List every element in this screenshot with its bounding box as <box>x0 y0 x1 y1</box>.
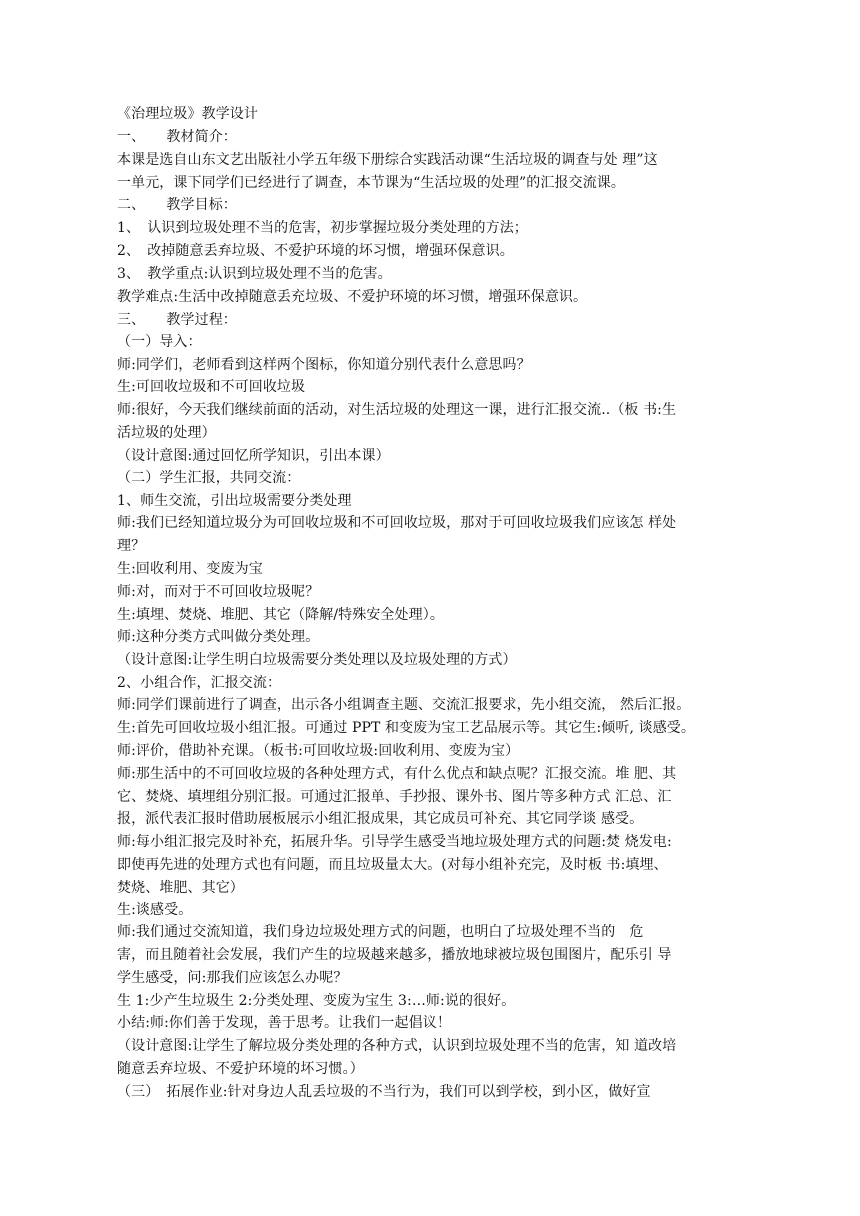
text-line: 即使再先进的处理方式也有问题，而且垃圾量太大。(对每小组补充完，及时板 书:填埋、 <box>117 857 668 873</box>
text-line: （设计意图:让学生了解垃圾分类处理的各种方式，认识到垃圾处理不当的危害，知 道改培 <box>117 1038 677 1054</box>
text-line: 《治理垃圾》教学设计 <box>117 106 258 122</box>
text-line: 二、 教学目标： <box>117 197 237 213</box>
text-line: 焚烧、堆肥、其它） <box>117 880 244 896</box>
text-line: 生:首先可回收垃圾小组汇报。可通过 PPT 和变废为宝工艺品展示等。其它生:倾听, 谈感受。 <box>117 720 696 736</box>
text-line: 师:对，而对于不可回收垃圾呢？ <box>117 584 320 600</box>
text-line: 本课是选自山东文艺出版社小学五年级下册综合实践活动课“生活垃圾的调查与处 理”这 <box>117 152 658 168</box>
text-line: 师:那生活中的不可回收垃圾的各种处理方式，有什么优点和缺点呢？汇报交流。堆 肥、其 <box>117 766 677 782</box>
text-line: 生:可回收垃圾和不可回收垃圾 <box>117 379 306 395</box>
text-line: 师:每小组汇报完及时补充，拓展升华。引导学生感受当地垃圾处理方式的问题:焚 烧发电: <box>117 834 672 850</box>
text-line: 一、 教材简介： <box>117 129 237 145</box>
text-line: 师:评价，借助补充课。（板书:可回收垃圾:回收利用、变废为宝） <box>117 743 520 759</box>
text-line: 师:这种分类方式叫做分类处理。 <box>117 629 320 645</box>
text-line: 教学难点:生活中改掉随意丢充垃圾、不爱护环境的坏习惯，增强环保意识。 <box>117 289 588 305</box>
text-line: 小结:师:你们善于发现，善于思考。让我们一起倡议！ <box>117 1015 451 1031</box>
text-line: （二）学生汇报，共同交流： <box>117 470 301 486</box>
text-line: 师:我们通过交流知道，我们身边垃圾处理方式的问题，也明白了垃圾处理不当的 危 <box>117 924 644 940</box>
text-line: 生:填埋、焚烧、堆肥、其它（降解/特殊安全处理）。 <box>117 607 444 623</box>
text-line: 师:很好，今天我们继续前面的活动，对生活垃圾的处理这一课，进行汇报交流..（板 书:生 <box>117 402 677 418</box>
text-line: 1、 认识到垃圾处理不当的危害，初步掌握垃圾分类处理的方法； <box>117 220 528 236</box>
text-line: 师:同学们课前进行了调查，出示各小组调查主题、交流汇报要求，先小组交流， 然后汇报。 <box>117 697 691 713</box>
text-line: 2、 改掉随意丢弃垃圾、不爱护环境的坏习惯，增强环保意识。 <box>117 243 514 259</box>
text-line: 它、焚烧、填埋组分别汇报。可通过汇报单、手抄报、课外书、图片等多种方式 汇总、汇 <box>117 789 672 805</box>
text-line: 活垃圾的处理） <box>117 425 216 441</box>
text-line: 生 1:少产生垃圾生 2:分类处理、变废为宝生 3:…师:说的很好。 <box>117 993 516 1009</box>
text-line: 学生感受，问:那我们应该怎么办呢？ <box>117 970 348 986</box>
text-line: 生:回收利用、变废为宝 <box>117 561 263 577</box>
text-line: 师:我们已经知道垃圾分为可回收垃圾和不可回收垃圾，那对于可回收垃圾我们应该怎 样处 <box>117 515 677 531</box>
text-line: （设计意图:让学生明白垃圾需要分类处理以及垃圾处理的方式） <box>117 652 517 668</box>
text-line: （三） 拓展作业:针对身边人乱丢垃圾的不当行为，我们可以到学校，到小区，做好宣 <box>117 1084 651 1100</box>
text-line: 害，而且随着社会发展，我们产生的垃圾越来越多，播放地球被垃圾包围图片，配乐引 导 <box>117 947 672 963</box>
text-line: 随意丢弃垃圾、不爱护环境的坏习惯。） <box>117 1061 364 1077</box>
text-line: 师:同学们，老师看到这样两个图标，你知道分别代表什么意思吗？ <box>117 357 531 373</box>
text-line: 1、师生交流，引出垃圾需要分类处理 <box>117 493 352 509</box>
text-line: （设计意图:通过回忆所学知识，引出本课） <box>117 448 390 464</box>
text-line: （一）导入： <box>117 334 202 350</box>
text-line: 一单元，课下同学们已经进行了调查，本节课为“生活垃圾的处理”的汇报交流课。 <box>117 175 626 191</box>
text-line: 生:谈感受。 <box>117 902 193 918</box>
text-line: 2、小组合作，汇报交流： <box>117 675 282 691</box>
text-line: 3、 教学重点:认识到垃圾处理不当的危害。 <box>117 266 392 282</box>
text-line: 报，派代表汇报时借助展板展示小组汇报成果，其它成员可补充、其它同学谈 感受。 <box>117 811 644 827</box>
text-line: 三、 教学过程： <box>117 312 237 328</box>
text-line: 理？ <box>117 538 146 554</box>
